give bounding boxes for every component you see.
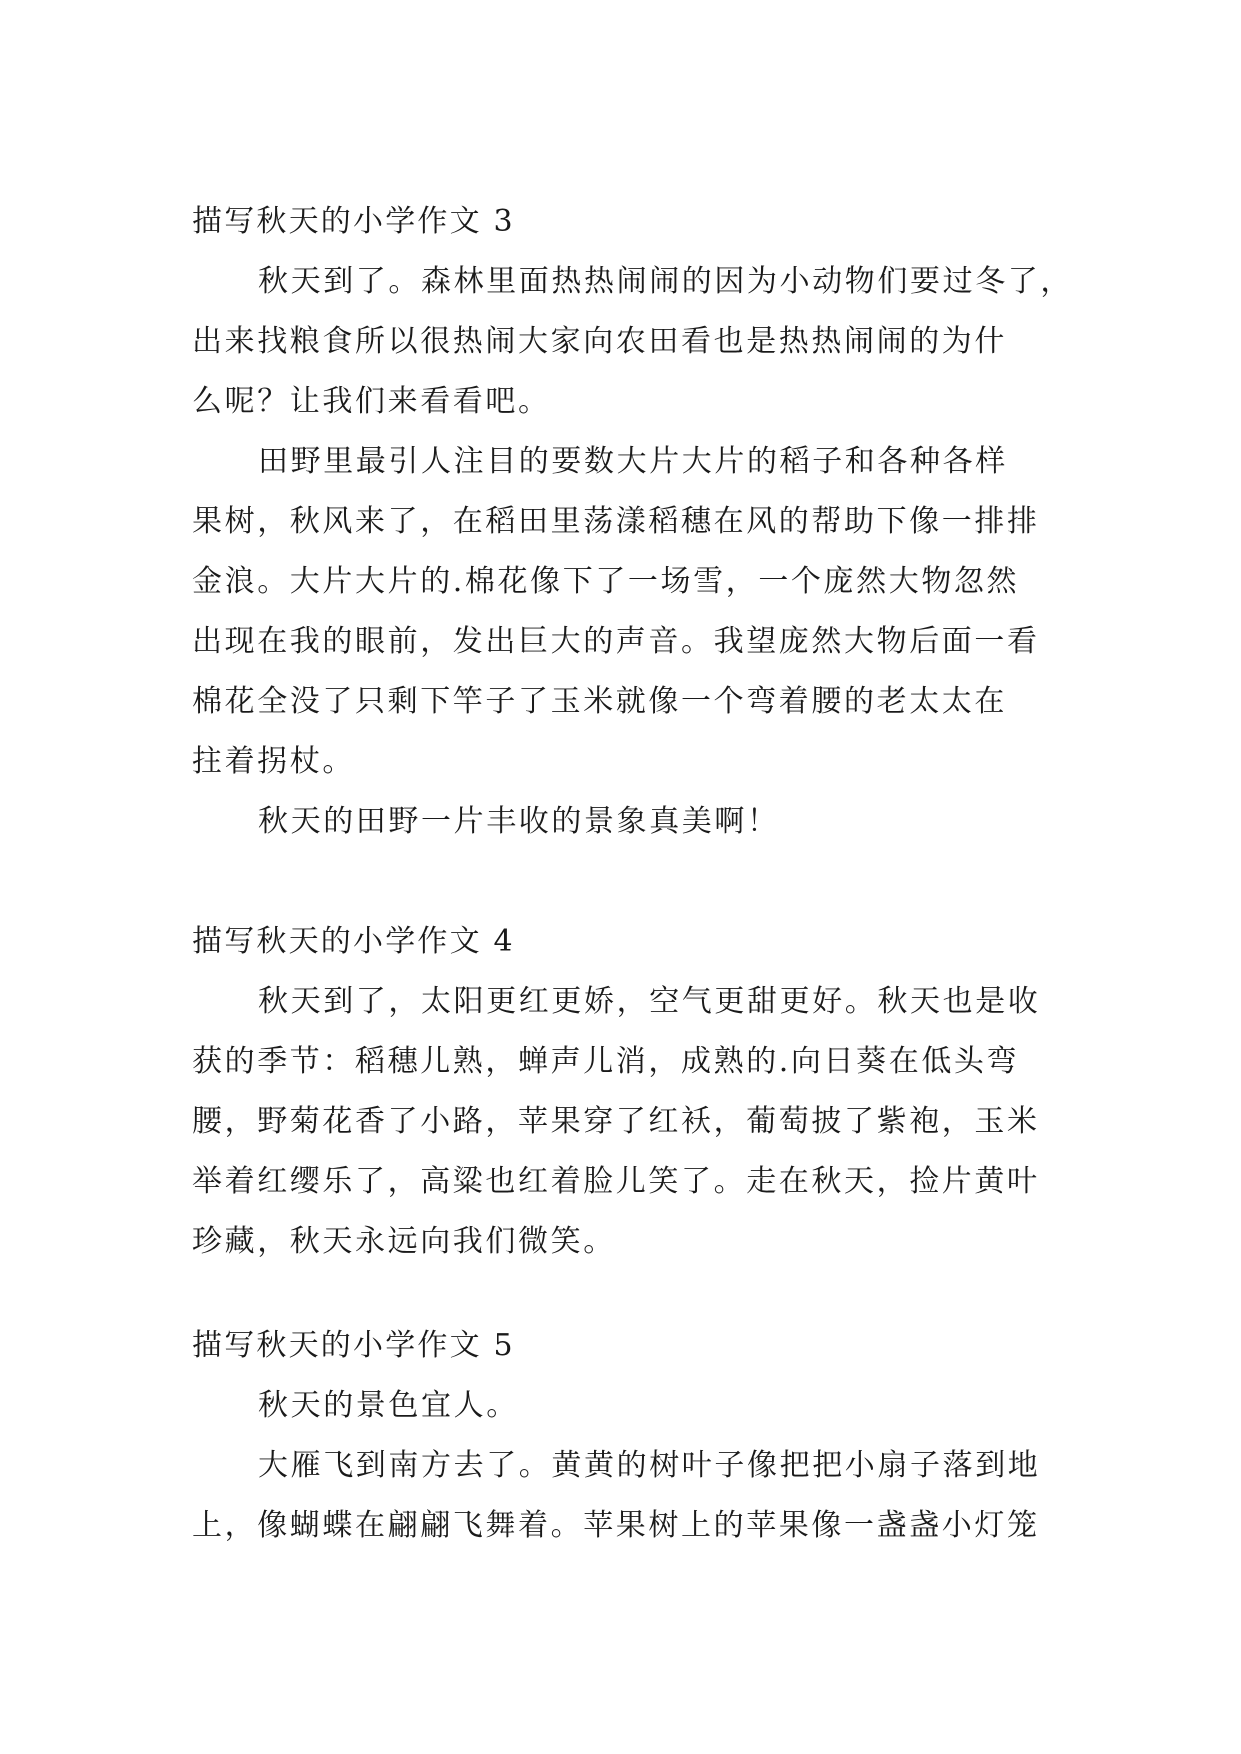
paragraph-line: 秋天到了，太阳更红更娇，空气更甜更好。秋天也是收 [258,984,1041,1019]
paragraph-line: 出来找粮食所以很热闹大家向农田看也是热热闹闹的为什 [192,324,1007,359]
paragraph-line: 拄着拐杖。 [192,744,355,779]
paragraph-line: 腰，野菊花香了小路，苹果穿了红袄，葡萄披了紫袍，玉米 [192,1104,1040,1139]
paragraph-line: 么呢？让我们来看看吧。 [192,384,551,419]
paragraph-line: 珍藏，秋天永远向我们微笑。 [192,1224,616,1259]
paragraph-line: 秋天的景色宜人。 [258,1388,519,1423]
section-heading: 描写秋天的小学作文 5 [192,1328,515,1363]
paragraph-line: 秋天到了。森林里面热热闹闹的因为小动物们要过冬了， [258,264,1073,299]
paragraph-line: 果树，秋风来了，在稻田里荡漾稻穗在风的帮助下像一排排 [192,504,1040,539]
paragraph-line: 秋天的田野一片丰收的景象真美啊！ [258,804,780,839]
paragraph-line: 大雁飞到南方去了。黄黄的树叶子像把把小扇子落到地 [258,1448,1041,1483]
paragraph-line: 田野里最引人注目的要数大片大片的稻子和各种各样 [258,444,1008,479]
section-heading: 描写秋天的小学作文 3 [192,204,515,239]
section-heading: 描写秋天的小学作文 4 [192,924,515,959]
paragraph-line: 获的季节：稻穗儿熟，蝉声儿消，成熟的.向日葵在低头弯 [192,1044,1020,1079]
paragraph-line: 举着红缨乐了，高粱也红着脸儿笑了。走在秋天，捡片黄叶 [192,1164,1040,1199]
paragraph-line: 棉花全没了只剩下竿子了玉米就像一个弯着腰的老太太在 [192,684,1007,719]
paragraph-line: 出现在我的眼前，发出巨大的声音。我望庞然大物后面一看 [192,624,1040,659]
paragraph-line: 金浪。大片大片的.棉花像下了一场雪，一个庞然大物忽然 [192,564,1020,599]
paragraph-line: 上，像蝴蝶在翩翩飞舞着。苹果树上的苹果像一盏盏小灯笼 [192,1508,1040,1543]
